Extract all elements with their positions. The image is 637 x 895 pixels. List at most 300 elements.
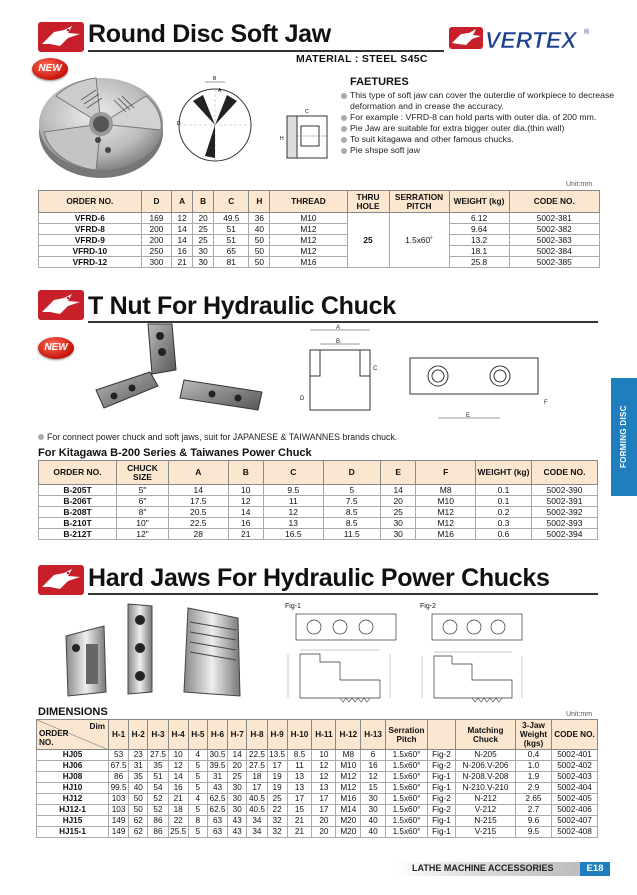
table-cell: 54 [148,783,168,794]
table-cell: 17.5 [169,496,229,507]
table-cell: 62 [129,827,148,838]
table-cell: 62 [129,816,148,827]
round-disc-table [38,190,600,268]
table-cell: 1.5x60° [386,794,428,805]
table-cell: 16.5 [264,529,324,540]
table-cell: 1.5x60° [386,805,428,816]
table-cell: 40 [249,224,270,235]
hard-jaws-table [36,719,598,838]
order-no-cell: HJ10 [37,783,109,794]
col-header: D [323,461,380,485]
col-header: CODE NO. [552,720,598,750]
features-list [341,90,621,156]
table-cell: 103 [109,805,129,816]
table-cell: 0.4 [516,750,552,761]
table-cell: 18 [247,772,267,783]
table-cell: 12 [172,213,193,224]
col-header: H-11 [312,720,336,750]
table-cell: 36 [249,213,270,224]
table-cell: 10 [312,750,336,761]
table-cell: 35 [148,761,168,772]
table-cell: 9.5 [516,827,552,838]
table-cell: 53 [109,750,129,761]
table-cell: 9.64 [449,224,509,235]
table-cell: 40 [361,827,386,838]
thru-hole-cell: 25 [347,213,389,268]
t-nut-note-text: For connect power chuck and soft jaws, suit for JAPANESE & TAIWANNES brands chuck. [47,432,398,442]
table-cell: 40 [129,783,148,794]
table-cell: 67.5 [109,761,129,772]
table-cell: 0.1 [476,496,532,507]
table-cell: 30 [361,794,386,805]
col-header: C [214,191,249,213]
table-cell: M14 [336,805,361,816]
table-cell: 8" [117,507,169,518]
new-badge: NEW [38,337,74,359]
order-no-cell: VFRD-6 [39,213,142,224]
table-cell: M10 [416,496,476,507]
table-cell: 35 [129,772,148,783]
order-no-cell: HJ08 [37,772,109,783]
table-cell: 20 [228,761,247,772]
svg-text:A: A [218,88,222,94]
dim-label-a: A [336,325,341,331]
col-header [428,720,456,750]
table-cell: 81 [214,257,249,268]
table-cell: 30 [361,805,386,816]
table-cell: 12 [228,496,264,507]
table-cell: 40 [361,816,386,827]
table-cell: M16 [336,794,361,805]
footer-bar [0,862,637,876]
col-header: ORDER NO. [39,191,142,213]
table-cell: 62.5 [207,805,227,816]
table-cell: 5 [188,805,207,816]
table-cell: 17 [247,783,267,794]
table-cell: 169 [141,213,171,224]
table-cell: 22.5 [247,750,267,761]
table-cell: 30 [228,805,247,816]
footer-label: LATHE MACHINE ACCESSORIES [412,863,554,873]
t-nut-drawing [300,322,580,422]
dim-label-c: C [373,366,378,372]
table-cell: V-212 [456,805,516,816]
table-cell: 25 [267,794,287,805]
table-cell: 1.5x60° [386,750,428,761]
table-cell: 1.9 [516,772,552,783]
col-header: H-6 [207,720,227,750]
table-cell: 63 [207,816,227,827]
table-row [37,794,598,805]
table-cell: 14 [172,224,193,235]
table-cell: 50 [129,805,148,816]
table-cell: 1.5x60° [386,783,428,794]
table-cell: 8.5 [287,750,312,761]
table-row [37,772,598,783]
order-no-cell: VFRD-12 [39,257,142,268]
col-header: A [169,461,229,485]
table-cell: 5002-405 [552,794,598,805]
table-cell: 52 [148,794,168,805]
unit-label: Unit:mm [566,181,593,188]
table-cell: 13 [312,783,336,794]
table-cell: 17 [312,794,336,805]
feature-item: Pie Jaw are suitable for extra bigger outer dia.(thin wall) [341,123,621,134]
table-row [39,224,600,235]
table-cell: 32 [267,816,287,827]
col-header: Serration Pitch [386,720,428,750]
table-cell: 21 [168,794,188,805]
table-cell: 7.5 [323,496,380,507]
table-cell: 5 [188,761,207,772]
col-header: CODE NO. [509,191,599,213]
section-title-round-disc: Round Disc Soft Jaw [88,20,331,48]
table-cell: 4 [188,794,207,805]
table-cell: 5 [188,783,207,794]
table-cell: 25.5 [168,827,188,838]
table-cell: 1.5x60° [386,827,428,838]
col-header: H [249,191,270,213]
table-cell: 5002-406 [552,805,598,816]
table-cell: 10 [168,750,188,761]
table-cell: 20 [312,827,336,838]
table-row [39,246,600,257]
col-header: B [228,461,264,485]
table-cell: 5" [117,485,169,496]
table-row [37,827,598,838]
table-cell: 25 [380,507,416,518]
table-cell: 250 [141,246,171,257]
bullet-icon [38,434,44,440]
col-header: CHUCK SIZE [117,461,169,485]
table-cell: 14 [380,485,416,496]
table-cell: 5 [188,772,207,783]
col-header: H-8 [247,720,267,750]
table-cell: 17 [287,794,312,805]
table-cell: 12" [117,529,169,540]
table-cell: 40.5 [247,794,267,805]
t-nut-table [38,460,598,540]
table-cell: 50 [129,794,148,805]
table-cell: 1.0 [516,761,552,772]
new-badge: NEW [32,58,68,80]
table-cell: 6 [361,750,386,761]
order-no-cell: HJ15 [37,816,109,827]
col-header: H-4 [168,720,188,750]
col-header: H-2 [129,720,148,750]
table-cell: 86 [148,827,168,838]
table-cell: 50 [249,257,270,268]
table-cell: Fig-2 [428,794,456,805]
table-cell: 12 [312,761,336,772]
table-cell: 149 [109,816,129,827]
table-cell: 200 [141,235,171,246]
col-header: H-12 [336,720,361,750]
table-cell: 51 [214,224,249,235]
table-cell: M12 [270,224,347,235]
table-cell: V-215 [456,827,516,838]
table-cell: 99.5 [109,783,129,794]
table-cell: 1.5x60° [386,761,428,772]
table-cell: 62.5 [207,794,227,805]
table-cell: 43 [207,783,227,794]
order-no-cell: VFRD-10 [39,246,142,257]
table-cell: 22 [168,816,188,827]
col-header: H-13 [361,720,386,750]
table-cell: 21 [172,257,193,268]
col-header: A [172,191,193,213]
table-cell: 13.5 [267,750,287,761]
table-cell: 21 [287,816,312,827]
order-no-cell: B-212T [39,529,117,540]
table-cell: Fig-2 [428,761,456,772]
table-cell: 4 [188,750,207,761]
col-header: Matching Chuck [456,720,516,750]
side-view-drawing [279,104,335,164]
table-cell: 0.3 [476,518,532,529]
table-cell: 17 [267,761,287,772]
table-cell: 5002-383 [509,235,599,246]
table-row [37,816,598,827]
table-cell: N-212 [456,794,516,805]
table-cell: 25.8 [449,257,509,268]
table-cell: 2.9 [516,783,552,794]
table-cell: 5002-385 [509,257,599,268]
table-cell: 27.5 [247,761,267,772]
svg-text:VERTEX: VERTEX [485,27,577,53]
table-cell: 5002-403 [552,772,598,783]
table-cell: M8 [416,485,476,496]
table-cell: 22 [267,805,287,816]
table-cell: M20 [336,827,361,838]
table-cell: 1.5x60° [386,816,428,827]
svg-text:H: H [280,136,284,142]
dim-label-b: B [336,339,341,345]
dim-corner-label: Dim [89,722,105,731]
table-cell: 12 [264,507,324,518]
svg-text:B: B [213,76,217,82]
table-cell: 20 [380,496,416,507]
table-cell: Fig-2 [428,750,456,761]
fig1-label: Fig-1 [285,603,301,610]
table-cell: 5002-394 [532,529,598,540]
table-row [39,529,598,540]
table-cell: 30 [380,529,416,540]
order-no-cell: VFRD-8 [39,224,142,235]
t-nut-note [38,432,397,442]
corner-header [37,720,109,750]
order-no-cell: HJ12 [37,794,109,805]
table-cell: M12 [270,246,347,257]
table-cell: 2.7 [516,805,552,816]
table-cell: 51 [148,772,168,783]
table-cell: 11 [264,496,324,507]
table-cell: 31 [129,761,148,772]
order-no-cell: B-210T [39,518,117,529]
col-header: C [264,461,324,485]
table-cell: 30 [380,518,416,529]
col-header: ORDER NO. [39,461,117,485]
table-cell: 43 [228,827,247,838]
svg-text:D: D [177,121,181,127]
serration-cell: 1.5x60˚ [389,213,449,268]
table-cell: N-210.V-210 [456,783,516,794]
table-cell: 5002-401 [552,750,598,761]
fig2-drawing [416,610,542,710]
table-cell: 11.5 [323,529,380,540]
table-cell: 9.5 [264,485,324,496]
unit-label: Unit:mm [566,711,593,718]
table-cell: 0.6 [476,529,532,540]
order-corner-label: ORDER NO. [39,729,69,747]
table-cell: 25 [193,235,214,246]
section-title-t-nut: T Nut For Hydraulic Chuck [88,292,396,320]
table-cell: 30 [228,794,247,805]
table-cell: 8.5 [323,518,380,529]
feature-item: To suit kitagawa and other famous chucks. [341,134,621,145]
table-cell: 8.5 [323,507,380,518]
table-cell: 17 [312,805,336,816]
feature-item: This type of soft jaw can cover the outerdie of workpiece to decrease deformation and in crease the accuracy. [341,90,621,112]
table-cell: 103 [109,794,129,805]
table-cell: 6" [117,496,169,507]
title-underline [88,50,444,52]
table-cell: 50 [249,235,270,246]
col-header: H-7 [228,720,247,750]
features-heading: FAETURES [350,76,409,88]
col-header: H-5 [188,720,207,750]
col-header: D [141,191,171,213]
table-cell: 5002-402 [552,761,598,772]
table-cell: 6.12 [449,213,509,224]
table-cell: 16 [361,761,386,772]
table-cell: 5002-391 [532,496,598,507]
table-cell: 20 [312,816,336,827]
t-nut-subtitle: For Kitagawa B-200 Series & Taiwanes Power Chuck [38,447,312,459]
table-cell: M10 [270,213,347,224]
table-cell: 16 [228,518,264,529]
dim-label-d: D [300,396,305,402]
title-underline [88,593,598,595]
table-cell: 12 [312,772,336,783]
table-cell: 5002-393 [532,518,598,529]
table-cell: 13.2 [449,235,509,246]
table-cell: M16 [270,257,347,268]
feature-item: For example : VFRD-8 can hold parts with outer dia. of 200 mm. [341,112,621,123]
table-row [39,485,598,496]
table-row [37,761,598,772]
table-cell: 9.6 [516,816,552,827]
table-cell: 14 [168,772,188,783]
table-cell: 5002-408 [552,827,598,838]
table-cell: 65 [214,246,249,257]
table-cell: 13 [264,518,324,529]
col-header: H-10 [287,720,312,750]
table-cell: 22.5 [169,518,229,529]
order-no-cell: HJ06 [37,761,109,772]
table-cell: 32 [267,827,287,838]
table-cell: 5002-384 [509,246,599,257]
table-cell: 25 [193,224,214,235]
table-cell: 20.5 [169,507,229,518]
col-header: SERRATION PITCH [389,191,449,213]
table-cell: 43 [228,816,247,827]
eagle-logo-icon [38,290,84,320]
table-cell: Fig-1 [428,772,456,783]
order-no-cell: B-208T [39,507,117,518]
table-cell: 1.5x60° [386,772,428,783]
table-cell: Fig-1 [428,783,456,794]
section-title-hard-jaws: Hard Jaws For Hydraulic Power Chucks [88,564,550,592]
col-header: THRU HOLE [347,191,389,213]
t-nut-photo [92,320,274,416]
dim-label-e: E [466,413,471,419]
fig2-label: Fig-2 [420,603,436,610]
table-cell: 14 [169,485,229,496]
table-cell: 14 [228,507,264,518]
table-cell: 39.5 [207,761,227,772]
col-header: H-9 [267,720,287,750]
vertex-logo [449,25,591,53]
table-cell: 10" [117,518,169,529]
table-cell: 5 [188,827,207,838]
side-tab: FORMING DISC [611,378,637,496]
material-label: MATERIAL : STEEL S45C [296,53,428,65]
table-row [39,257,600,268]
table-row [39,235,600,246]
table-cell: 0.1 [476,485,532,496]
round-disc-drawing [175,70,255,165]
col-header: WEIGHT (kg) [449,191,509,213]
table-cell: M20 [336,816,361,827]
table-cell: 50 [249,246,270,257]
table-cell: 14 [172,235,193,246]
table-cell: 16 [168,783,188,794]
table-cell: N-215 [456,816,516,827]
table-cell: 5002-404 [552,783,598,794]
table-row [37,783,598,794]
table-cell: M10 [336,761,361,772]
table-cell: 52 [148,805,168,816]
table-cell: 23 [129,750,148,761]
table-cell: 200 [141,224,171,235]
page-number: E18 [580,862,610,876]
table-cell: Fig-1 [428,827,456,838]
feature-item: Pie shspe soft jaw [341,145,621,156]
table-cell: 5002-390 [532,485,598,496]
table-cell: 14 [228,750,247,761]
table-cell: 5002-382 [509,224,599,235]
table-cell: 149 [109,827,129,838]
dimensions-heading: DIMENSIONS [38,706,108,718]
table-cell: 0.2 [476,507,532,518]
table-cell: Fig-2 [428,805,456,816]
table-cell: N-205 [456,750,516,761]
table-row [37,750,598,761]
table-cell: 34 [247,827,267,838]
table-cell: 63 [207,827,227,838]
table-row [39,518,598,529]
table-cell: M12 [336,772,361,783]
table-cell: 19 [267,783,287,794]
eagle-logo-icon [38,565,84,595]
table-cell: 10 [228,485,264,496]
table-cell: 5002-407 [552,816,598,827]
round-disc-photo [36,70,166,182]
order-no-cell: HJ15-1 [37,827,109,838]
table-cell: 15 [287,805,312,816]
svg-text:C: C [305,109,309,115]
